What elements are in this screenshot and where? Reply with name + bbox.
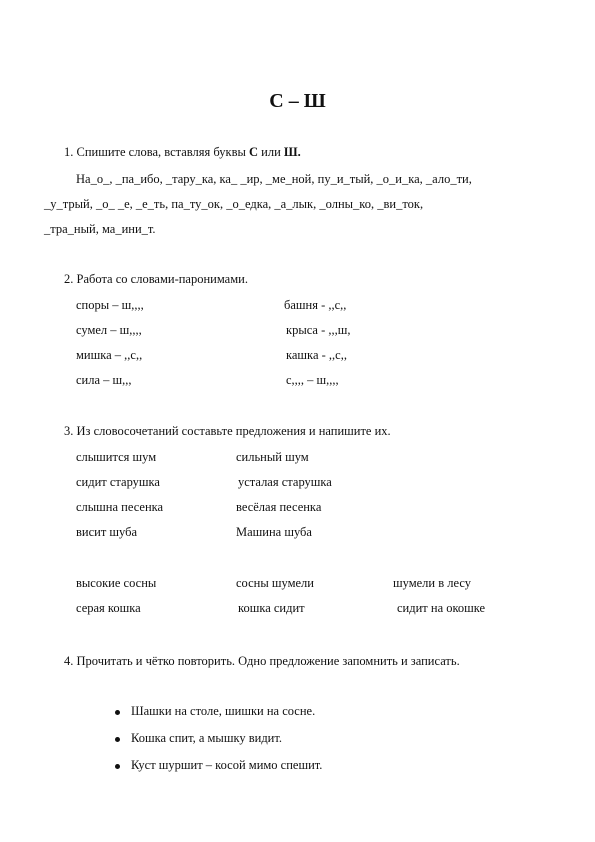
task3-phrase: сильный шум <box>236 450 309 464</box>
task4-item-2: Кошка спит, а мышку видит. <box>131 731 283 745</box>
task3-phrase: усталая старушка <box>238 475 332 489</box>
task3-phrase: сидит на окошке <box>397 601 486 615</box>
task1-line-1: На_о_, _па_ибо, _тару_ка, ка_ _ир, _ме_ной, пу_и_тый, _о_и_ка, _ало_ти, <box>76 172 472 186</box>
task2-heading: 2. Работа со словами-паронимами. <box>64 272 248 286</box>
page-title: С – Ш <box>269 90 326 112</box>
task3-phrase: кошка сидит <box>238 601 305 615</box>
task2-left-4: сила – ш,,, <box>76 373 132 387</box>
task3-phrase: слышна песенка <box>76 500 164 514</box>
task2-right-4: с,,,, – ш,,,, <box>286 373 339 387</box>
task4-item-3: Куст шуршит – косой мимо спешит. <box>131 758 323 772</box>
bullet-icon <box>115 764 120 769</box>
task3-phrase: сидит старушка <box>76 475 160 489</box>
task2-left-2: сумел – ш,,,, <box>76 323 142 337</box>
bullet-icon <box>115 737 120 742</box>
task3-heading: 3. Из словосочетаний составьте предложения и напишите их. <box>64 424 391 438</box>
task1-heading-text: 1. Спишите слова, вставляя буквы <box>64 145 246 159</box>
bullet-icon <box>115 710 120 715</box>
task1-heading <box>64 145 301 160</box>
task1-letter-sh: Ш. <box>283 145 301 159</box>
task3-phrase: шумели в лесу <box>393 576 471 590</box>
task3-phrase: Машина шуба <box>236 525 312 539</box>
task1-letter-s: С <box>249 145 259 159</box>
task2-right-1: башня - ,,с,, <box>284 298 347 312</box>
task2-right-2: крыса - ,,,ш, <box>286 323 351 337</box>
task4-item-1: Шашки на столе, шишки на сосне. <box>131 704 316 718</box>
task3-phrase: серая кошка <box>76 601 141 615</box>
task3-phrase: весёлая песенка <box>236 500 322 514</box>
task2-left-3: мишка – ,,с,, <box>76 348 143 362</box>
task1-line-2: _у_трый, _о_ _е, _е_ть, па_ту_ок, _о_едка, _а_лык, _олны_ко, _ви_ток, <box>44 197 424 211</box>
task1-line-3: _тра_ный, ма_ини_т. <box>44 222 156 236</box>
task3-phrase: слышится шум <box>76 450 157 464</box>
task2-right-3: кашка - ,,с,, <box>286 348 347 362</box>
task3-phrase: высокие сосны <box>76 576 157 590</box>
task3-phrase: висит шуба <box>76 525 138 539</box>
task3-phrase: сосны шумели <box>236 576 314 590</box>
task2-left-1: споры – ш,,,, <box>76 298 144 312</box>
task1-or-word: или <box>261 145 281 159</box>
task4-heading: 4. Прочитать и чётко повторить. Одно предложение запомнить и записать. <box>64 654 460 668</box>
